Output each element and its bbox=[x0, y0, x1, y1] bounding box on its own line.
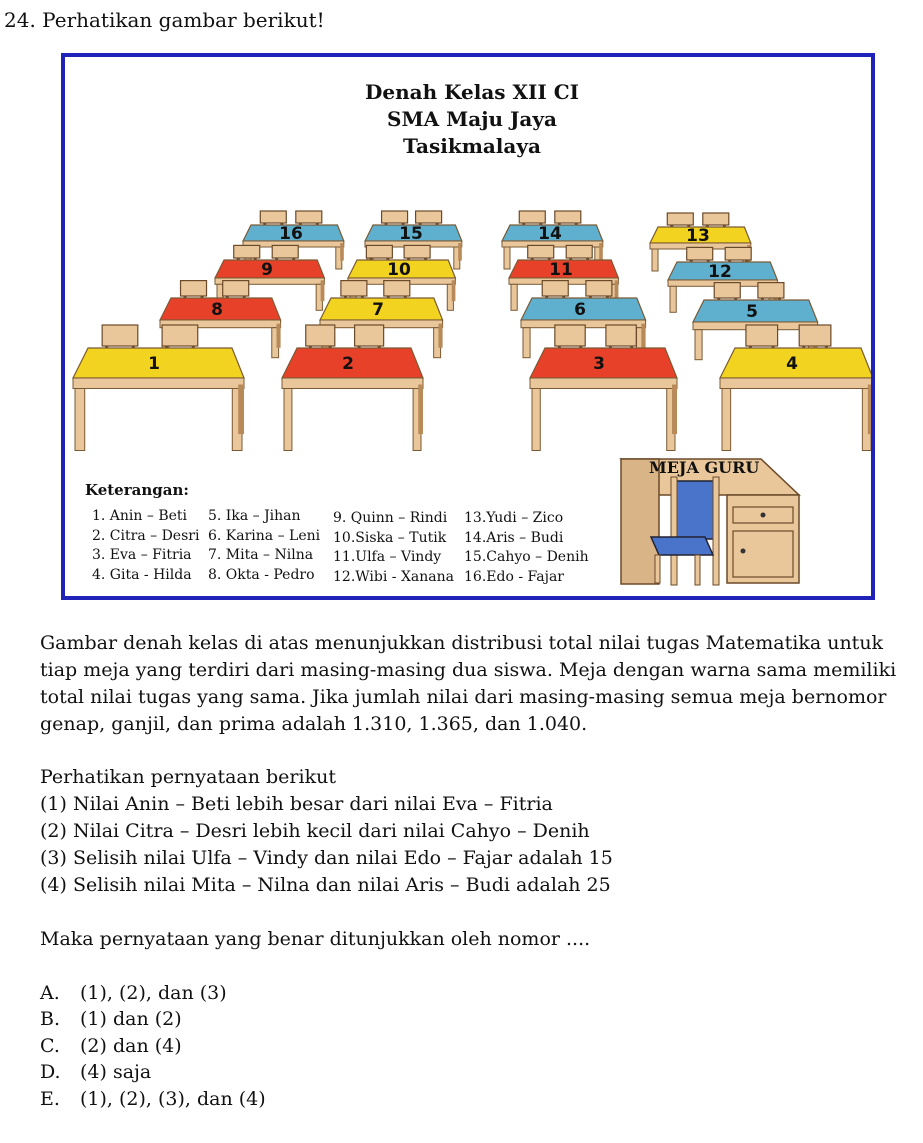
desk-leg-shadow bbox=[238, 385, 244, 435]
answer-option[interactable] bbox=[40, 1033, 266, 1059]
desk-number: 6 bbox=[574, 300, 586, 320]
chair-back bbox=[542, 281, 568, 296]
desk-leg-shadow bbox=[321, 280, 325, 301]
legend-item: 6. Karina – Leni bbox=[208, 527, 321, 544]
desk-number: 3 bbox=[593, 354, 605, 374]
chair-back bbox=[725, 247, 751, 260]
legend-item: 14.Aris – Budi bbox=[464, 529, 564, 546]
desk-number: 14 bbox=[538, 224, 562, 244]
classroom-figure bbox=[61, 53, 875, 600]
legend-item: 1. Anin – Beti bbox=[92, 508, 188, 524]
statement: (4) Selisih nilai Mita – Nilna dan nilai Aris – Budi adalah 25 bbox=[40, 874, 611, 896]
desk-leg bbox=[523, 328, 530, 358]
teacher-desk-label: MEJA GURU bbox=[649, 458, 760, 477]
chair-back bbox=[404, 245, 430, 258]
legend-item: 13.Yudi – Zico bbox=[464, 510, 564, 526]
desk-leg-shadow bbox=[418, 385, 423, 435]
desk-number: 15 bbox=[399, 224, 423, 244]
desk-number: 4 bbox=[786, 354, 798, 374]
chair-back bbox=[306, 325, 335, 346]
chair-back bbox=[366, 245, 392, 258]
legend-column bbox=[464, 509, 589, 587]
option-text: (1), (2), dan (3) bbox=[80, 982, 227, 1004]
option-text: (2) dan (4) bbox=[80, 1034, 182, 1057]
teacher-chair-seat bbox=[651, 537, 713, 555]
description-line: Gambar denah kelas di atas menunjukkan distribusi total nilai tugas Matematika untuk bbox=[40, 632, 884, 654]
question-number: 24. bbox=[4, 8, 36, 32]
chair-back bbox=[687, 247, 713, 260]
legend-item: 12.Wibi - Xanana bbox=[333, 568, 454, 585]
desk-number: 9 bbox=[261, 260, 273, 280]
chair-back bbox=[799, 325, 831, 346]
chair-back bbox=[223, 281, 249, 296]
desk-leg-shadow bbox=[276, 324, 280, 348]
legend-item: 11.Ulfa – Vindy bbox=[333, 549, 442, 565]
statements-block bbox=[40, 764, 910, 899]
teacher-chair-post bbox=[713, 477, 719, 585]
statement: (1) Nilai Anin – Beti lebih besar dari nilai Eva – Fitria bbox=[40, 793, 553, 815]
desk-leg bbox=[722, 389, 731, 451]
option-letter: B. bbox=[40, 1008, 61, 1031]
desk-apron bbox=[282, 378, 423, 389]
legend-column bbox=[92, 507, 199, 585]
answer-option[interactable] bbox=[40, 1086, 266, 1112]
figure-title-line: SMA Maju Jaya bbox=[387, 107, 557, 131]
option-letter: D. bbox=[40, 1061, 61, 1084]
desk-apron bbox=[530, 378, 677, 389]
chair-back bbox=[296, 211, 322, 223]
desk-number: 10 bbox=[387, 260, 411, 280]
figure-title bbox=[65, 79, 875, 160]
legend-item: 2. Citra – Desri bbox=[92, 527, 200, 544]
chair-back bbox=[416, 211, 442, 223]
legend-item: 9. Quinn – Rindi bbox=[333, 510, 448, 526]
desk-number: 7 bbox=[372, 300, 384, 320]
statements-intro: Perhatikan pernyataan berikut bbox=[40, 766, 336, 788]
teacher-chair-post bbox=[671, 477, 677, 585]
desk-number: 2 bbox=[342, 354, 354, 374]
desk-leg-shadow bbox=[641, 324, 645, 348]
chair-back bbox=[162, 325, 198, 346]
desk-leg bbox=[532, 389, 540, 451]
statement: (2) Nilai Citra – Desri lebih kecil dari nilai Cahyo – Denih bbox=[40, 820, 590, 842]
desk-leg bbox=[695, 330, 702, 360]
desk-leg-shadow bbox=[340, 243, 344, 261]
question-header bbox=[4, 8, 325, 32]
desk-leg-shadow bbox=[672, 385, 677, 435]
legend-item: 16.Edo - Fajar bbox=[464, 568, 564, 585]
option-letter: C. bbox=[40, 1034, 60, 1057]
desk-leg bbox=[652, 249, 658, 271]
question-intro: Perhatikan gambar berikut! bbox=[42, 8, 325, 32]
chair-back bbox=[667, 213, 693, 225]
legend-title: Keterangan: bbox=[85, 481, 189, 499]
legend-item: 7. Mita – Nilna bbox=[208, 547, 314, 563]
legend-item: 5. Ika – Jihan bbox=[208, 508, 301, 524]
chair-back bbox=[606, 325, 636, 346]
statement: (3) Selisih nilai Ulfa – Vindy dan nilai Edo – Fajar adalah 15 bbox=[40, 847, 613, 869]
option-text: (4) saja bbox=[80, 1061, 152, 1084]
desk-leg-shadow bbox=[458, 243, 462, 261]
option-letter: E. bbox=[40, 1087, 60, 1110]
teacher-chair-leg bbox=[655, 555, 660, 583]
desk-number: 16 bbox=[279, 224, 303, 244]
chair-back bbox=[519, 211, 545, 223]
desk-leg bbox=[284, 389, 292, 451]
desk-leg bbox=[75, 389, 85, 451]
teacher-desk-side bbox=[621, 459, 659, 584]
desk-leg-shadow bbox=[438, 324, 442, 348]
description-line: total nilai tugas yang sama. Jika jumlah nilai dari masing-masing semua meja bernomor bbox=[40, 686, 887, 708]
desk-leg bbox=[504, 247, 510, 269]
option-letter: A. bbox=[40, 982, 60, 1004]
question-prompt: Maka pernyataan yang benar ditunjukkan oleh nomor .... bbox=[40, 928, 591, 950]
figure-title-line: Denah Kelas XII CI bbox=[365, 80, 579, 104]
problem-description bbox=[40, 630, 910, 738]
answer-option[interactable] bbox=[40, 1059, 266, 1085]
answer-options bbox=[40, 980, 266, 1112]
desk-leg-shadow bbox=[868, 385, 873, 435]
chair-back bbox=[102, 325, 138, 346]
chair-back bbox=[555, 211, 581, 223]
chair-back bbox=[355, 325, 384, 346]
drawer-knob bbox=[761, 513, 766, 518]
chair-back bbox=[703, 213, 729, 225]
legend-item: 15.Cahyo – Denih bbox=[464, 549, 589, 565]
legend-item: 10.Siska – Tutik bbox=[333, 529, 447, 546]
chair-back bbox=[384, 281, 410, 296]
legend-column bbox=[333, 509, 454, 587]
chair-back bbox=[555, 325, 585, 346]
option-text: (1) dan (2) bbox=[80, 1008, 182, 1031]
chair-back bbox=[260, 211, 286, 223]
desk-number: 12 bbox=[708, 262, 732, 282]
teacher-desk-door bbox=[733, 531, 793, 577]
figure-title-line: Tasikmalaya bbox=[403, 134, 541, 158]
desk-number: 8 bbox=[211, 300, 223, 320]
chair-back bbox=[714, 283, 740, 298]
teacher-chair-back bbox=[673, 481, 717, 539]
chair-back bbox=[528, 245, 554, 258]
desk-leg-shadow bbox=[452, 280, 456, 301]
chair-back bbox=[382, 211, 408, 223]
description-line: genap, ganjil, dan prima adalah 1.310, 1.365, dan 1.040. bbox=[40, 713, 588, 735]
answer-option[interactable] bbox=[40, 1006, 266, 1032]
chair-back bbox=[586, 281, 612, 296]
desk-number: 1 bbox=[148, 354, 160, 374]
chair-back bbox=[566, 245, 592, 258]
legend-item: 3. Eva – Fitria bbox=[92, 547, 192, 563]
desk-number: 13 bbox=[686, 226, 710, 246]
chair-back bbox=[341, 281, 367, 296]
chair-back bbox=[234, 245, 260, 258]
desk-leg bbox=[670, 286, 676, 312]
desk-apron bbox=[720, 378, 873, 389]
desk-number: 5 bbox=[746, 302, 758, 322]
description-line: tiap meja yang terdiri dari masing-masing dua siswa. Meja dengan warna sama memiliki bbox=[40, 659, 897, 681]
answer-option[interactable] bbox=[40, 980, 266, 1006]
desk-leg bbox=[511, 284, 517, 310]
desk-leg-shadow bbox=[599, 243, 603, 261]
desk-apron bbox=[73, 378, 244, 389]
door-knob bbox=[741, 549, 746, 554]
chair-back bbox=[758, 283, 784, 298]
legend-column bbox=[208, 507, 320, 585]
chair-back bbox=[272, 245, 298, 258]
option-text: (1), (2), (3), dan (4) bbox=[80, 1087, 266, 1110]
legend-item: 8. Okta - Pedro bbox=[208, 566, 315, 583]
chair-back bbox=[181, 281, 207, 296]
desk-number: 11 bbox=[549, 260, 573, 280]
teacher-chair-leg bbox=[695, 555, 700, 585]
legend-item: 4. Gita - Hilda bbox=[92, 566, 192, 583]
chair-back bbox=[746, 325, 778, 346]
